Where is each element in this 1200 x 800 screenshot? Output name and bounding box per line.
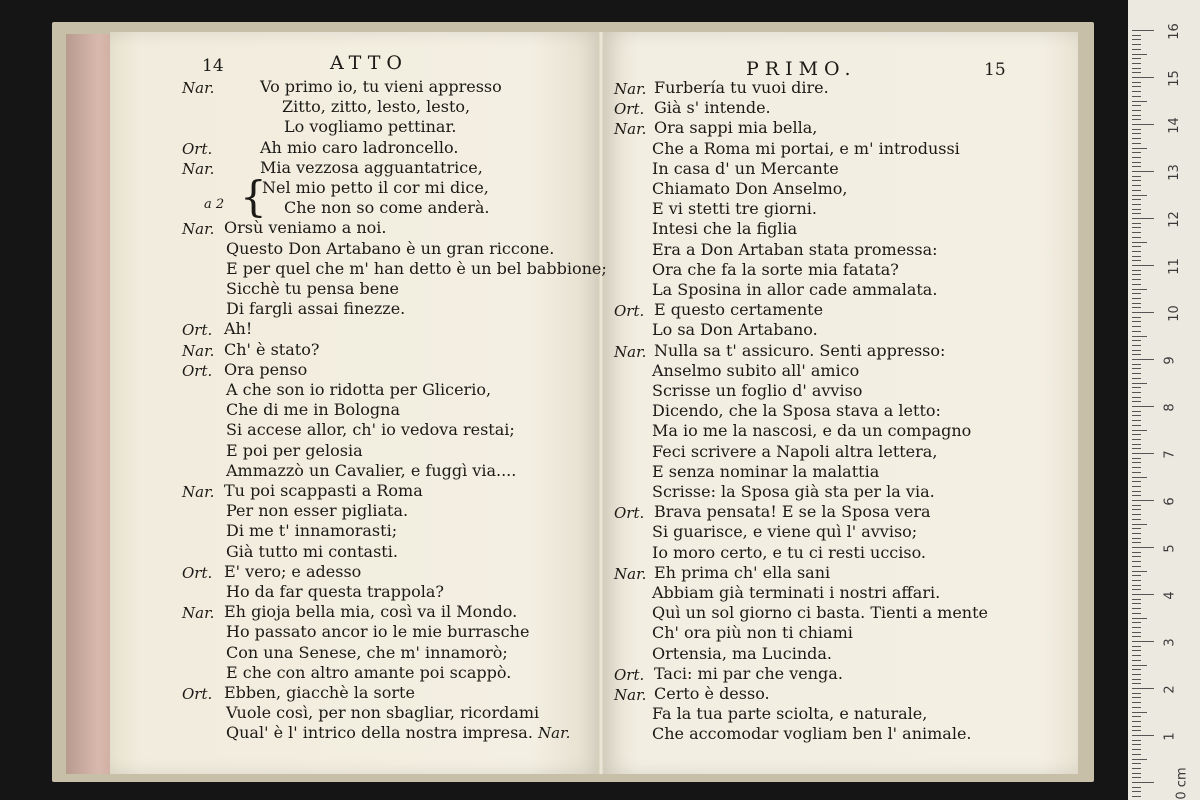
right-verse-line: Ora sappi mia bella, [654,118,818,138]
ruler-label: 16 [1166,23,1182,40]
ruler-tick [1132,547,1154,548]
ruler-tick [1132,754,1141,755]
ruler-tick [1132,86,1141,87]
ruler-tick [1132,744,1141,745]
ruler-label: 4 [1162,591,1178,600]
ruler-tick [1132,284,1141,285]
left-verse-line: Che di me in Bologna [226,400,401,420]
ruler-tick [1132,505,1141,506]
ruler-tick [1132,162,1141,163]
ruler-tick [1132,54,1147,55]
ruler-tick [1132,345,1141,346]
left-verse-line: A che son io ridotta per Glicerio, [226,380,492,399]
ruler-label: 0 cm [1174,767,1190,800]
ruler-tick [1132,148,1147,149]
left-verse-line: Di fargli assai finezze. [226,299,406,319]
ruler-tick [1132,434,1141,435]
right-page-header: PRIMO. [746,58,857,80]
ruler-tick [1132,350,1141,351]
ruler-tick [1132,359,1154,360]
left-page-number: 14 [202,56,224,76]
left-verse-line: Ammazzò un Cavalier, e fuggì via.... [226,460,517,480]
left-verse-line: Tu poi scappasti a Roma [224,481,423,500]
left-verse-line: Eh gioja bella mia, così va il Mondo. [224,602,518,622]
ruler-tick [1132,481,1141,482]
ruler-tick [1132,444,1141,445]
ruler-label: 5 [1162,544,1178,553]
right-speaker-label: Ort. [614,302,645,321]
ruler-tick [1132,331,1141,332]
ruler-tick [1132,491,1141,492]
ruler-tick [1132,655,1141,656]
left-verse-line: Vuole così, per non sbagliar, ricordami [226,703,540,723]
ruler-tick [1132,39,1141,40]
ruler-label: 2 [1162,685,1178,694]
ruler-tick [1132,425,1141,426]
right-verse-line: Era a Don Artaban stata promessa: [652,239,938,259]
ruler-tick [1132,467,1141,468]
ruler-label: 6 [1162,497,1178,506]
right-verse-line: E questo certamente [654,300,824,320]
right-verse-line: Taci: mi par che venga. [654,663,843,683]
ruler-tick [1132,354,1141,355]
ruler-tick [1132,96,1141,97]
ruler-tick [1132,115,1141,116]
ruler-tick [1132,340,1141,341]
ruler-tick [1132,599,1141,600]
right-verse-line: Feci scrivere a Napoli altra lettera, [652,441,938,461]
left-speaker-label: Ort. [182,321,213,340]
ruler-tick [1132,538,1141,539]
ruler-tick [1132,110,1141,111]
left-page-header: ATTO [330,52,408,74]
ruler-tick [1132,415,1141,416]
left-verse-line: E per quel che m' han detto è un bel babbione; [226,258,607,278]
ruler-tick [1132,636,1141,637]
ruler-tick [1132,185,1141,186]
ruler-label: 7 [1162,450,1178,459]
right-verse-line: Brava pensata! E se la Sposa vera [654,502,931,522]
ruler-tick [1132,138,1141,139]
ruler-tick [1132,392,1141,393]
ruler-tick [1132,317,1141,318]
ruler-tick [1132,693,1141,694]
ruler-tick [1132,618,1147,619]
left-verse-line: Ora penso [224,359,308,379]
ruler-tick [1132,674,1141,675]
left-verse-line: Ho da far questa trappola? [226,582,444,601]
ruler-tick [1132,458,1141,459]
ruler-tick [1132,176,1141,177]
ruler-tick [1132,307,1141,308]
ruler-tick [1132,646,1141,647]
ruler-tick [1132,575,1141,576]
ruler-tick [1132,514,1141,515]
right-verse-line: E vi stetti tre giorni. [652,199,817,219]
ruler-tick [1132,796,1141,797]
book-gutter [598,32,604,774]
ruler-label: 10 [1166,305,1182,322]
ruler-tick [1132,650,1141,651]
ruler-tick [1132,152,1141,153]
ruler-tick [1132,72,1141,73]
right-speaker-label: Nar. [614,342,647,361]
ruler-label: 13 [1166,164,1182,181]
left-verse-line: Orsù veniamo a noi. [224,218,387,238]
ruler-tick [1132,237,1141,238]
left-verse-line: Qual' è l' intrico della nostra impresa. [226,723,533,743]
ruler-tick [1132,364,1141,365]
left-speaker-label: Ort. [182,139,213,158]
left-speaker-label: Nar. [182,159,215,178]
ruler-tick [1132,613,1141,614]
ruler-tick [1132,312,1154,313]
ruler-tick [1132,632,1141,633]
left-speaker-label: Ort. [182,685,213,703]
ruler-tick [1132,608,1141,609]
ruler-tick [1132,129,1141,130]
ruler-tick [1132,270,1141,271]
right-verse-line: Ch' ora più non ti chiami [652,623,853,643]
right-verse-line: Abbiam già terminati i nostri affari. [652,583,941,602]
ruler-tick [1132,383,1147,384]
ruler-tick [1132,265,1154,266]
ruler-tick [1132,260,1141,261]
ruler-tick [1132,242,1147,243]
ruler-tick [1132,91,1141,92]
ruler-tick [1132,702,1141,703]
ruler-label: 14 [1166,117,1182,134]
left-speaker-label: Nar. [182,79,215,97]
ruler-tick [1132,712,1147,713]
ruler-tick [1132,791,1141,792]
left-speaker-label: Nar. [182,341,215,360]
left-verse-line: Con una Senese, che m' innamorò; [226,642,508,662]
ruler-tick [1132,336,1147,337]
left-verse-line: Che non so come anderà. [284,198,490,218]
ruler-label: 15 [1166,70,1182,87]
left-verse-line: Nel mio petto il cor mi dice, [262,178,489,197]
right-verse-line: La Sposina in allor cade ammalata. [652,280,938,299]
right-speaker-label: Nar. [614,80,647,98]
right-verse-line: Furbería tu vuoi dire. [654,78,829,97]
ruler-tick [1132,495,1141,496]
right-verse-line: Quì un sol giorno ci basta. Tienti a mente [652,603,988,623]
ruler-tick [1132,411,1141,412]
left-verse-line: Ch' è stato? [224,339,320,359]
ruler-tick [1132,199,1141,200]
ruler-tick [1132,726,1141,727]
ruler-tick [1132,195,1147,196]
left-verse-line: Ah mio caro ladroncello. [260,137,459,157]
ruler-tick [1132,124,1154,125]
ruler-tick [1132,509,1141,510]
ruler-tick [1132,533,1141,534]
right-verse-line: In casa d' un Mercante [652,158,839,178]
ruler-tick [1132,298,1141,299]
ruler-tick [1132,622,1141,623]
left-verse-line: Lo vogliamo pettinar. [284,117,457,137]
ruler-tick [1132,246,1141,247]
left-verse-line: Si accese allor, ch' io vedova restai; [226,420,515,440]
ruler-tick [1132,397,1141,398]
ruler-tick [1132,773,1141,774]
left-verse-line: Mia vezzosa agguantatrice, [260,157,483,177]
left-verse-line: E poi per gelosia [226,440,363,460]
ruler-tick [1132,627,1141,628]
right-verse-line: Anselmo subito all' amico [652,360,860,380]
ruler-tick [1132,321,1141,322]
ruler-tick [1132,665,1147,666]
right-verse-line: Si guarisce, e viene quì l' avviso; [652,522,918,542]
ruler-tick [1132,49,1141,50]
right-verse-line: Dicendo, che la Sposa stava a letto: [652,401,941,421]
ruler-tick [1132,326,1141,327]
left-verse-line: Ho passato ancor io le mie burrasche [226,622,530,642]
ruler-tick [1132,688,1154,689]
ruler-label: 8 [1162,403,1178,412]
ruler-tick [1132,669,1141,670]
right-verse-line: Ora che fa la sorte mia fatata? [652,259,899,279]
ruler-tick [1132,133,1141,134]
ruler-tick [1132,556,1141,557]
ruler-tick [1132,542,1141,543]
left-verse-line: Vo primo io, tu vieni appresso [260,77,502,96]
ruler-tick [1132,213,1141,214]
ruler-tick [1132,721,1141,722]
ruler-tick [1132,552,1141,553]
right-verse-line: Fa la tua parte sciolta, e naturale, [652,704,928,724]
right-speaker-label: Ort. [614,504,645,523]
right-verse-line: Eh prima ch' ella sani [654,562,831,582]
left-verse-line: Questo Don Artabano è un gran riccone. [226,238,555,258]
ruler-tick [1132,571,1147,572]
ruler-tick [1132,68,1141,69]
right-verse-line: Intesi che la figlia [652,219,798,239]
ruler-tick [1132,660,1141,661]
ruler-tick [1132,368,1141,369]
ruler-tick [1132,30,1154,31]
right-verse-line: Già s' intende. [654,98,771,118]
a2-brace: { [240,172,267,221]
left-speaker-label: Nar. [182,220,215,239]
left-verse-line: Di me t' innamorasti; [226,521,398,541]
left-verse-line: Sicchè tu pensa bene [226,279,400,298]
ruler-tick [1132,204,1141,205]
left-speaker-label: a 2 [204,197,225,212]
ruler-label: 3 [1162,638,1178,647]
ruler-tick [1132,589,1141,590]
left-verse-line: E' vero; e adesso [224,561,362,581]
ruler-label: 1 [1162,732,1178,741]
ruler-tick [1132,209,1141,210]
ruler-tick [1132,82,1141,83]
ruler-tick [1132,486,1141,487]
ruler-tick [1132,782,1154,783]
ruler-tick [1132,101,1147,102]
ruler-tick [1132,157,1141,158]
ruler-tick [1132,63,1141,64]
ruler-tick [1132,679,1141,680]
right-verse-line: Ma io me la nascosi, e da un compagno [652,421,972,441]
ruler-tick [1132,735,1154,736]
ruler-tick [1132,274,1141,275]
right-speaker-label: Nar. [614,564,647,583]
ruler-tick [1132,420,1141,421]
right-verse-line: Certo è desso. [654,684,770,703]
ruler-tick [1132,453,1154,454]
right-speaker-label: Ort. [614,665,645,684]
ruler-tick [1132,289,1147,290]
right-verse-line: Chiamato Don Anselmo, [652,179,848,198]
ruler-tick [1132,401,1141,402]
ruler-tick [1132,707,1141,708]
ruler-tick [1132,519,1141,520]
right-page-number: 15 [984,60,1006,80]
ruler-tick [1132,232,1141,233]
left-verse-line: E che con altro amante poi scappò. [226,662,512,682]
ruler-tick [1132,387,1141,388]
ruler-tick [1132,406,1154,407]
ruler-tick [1132,462,1141,463]
ruler-tick [1132,44,1141,45]
ruler-label: 9 [1162,356,1178,365]
ruler-tick [1132,143,1141,144]
ruler-tick [1132,378,1141,379]
ruler-tick [1132,430,1147,431]
ruler-tick [1132,35,1141,36]
right-verse-line: E senza nominar la malattia [652,461,880,481]
ruler-tick [1132,500,1154,501]
ruler-tick [1132,759,1147,760]
ruler-tick [1132,77,1154,78]
ruler-tick [1132,585,1141,586]
right-verse-line: Che a Roma mi portai, e m' introdussi [652,138,960,158]
ruler-tick [1132,524,1147,525]
ruler-tick [1132,641,1154,642]
ruler-tick [1132,227,1141,228]
ruler-tick [1132,303,1141,304]
right-verse-line: Che accomodar vogliam ben l' animale. [652,724,972,744]
ruler-tick [1132,787,1141,788]
right-speaker-label: Nar. [614,686,647,704]
ruler-tick [1132,166,1141,167]
ruler-tick [1132,439,1141,440]
ruler-tick [1132,740,1141,741]
ruler-tick [1132,58,1141,59]
ruler-tick [1132,218,1154,219]
ruler-tick [1132,251,1141,252]
ruler-label: 12 [1166,211,1182,228]
right-verse-line: Scrisse: la Sposa già sta per la via. [652,482,935,501]
ruler-tick [1132,777,1141,778]
left-speaker-label: Nar. [182,604,215,623]
ruler-tick [1132,293,1141,294]
right-verse-line: Ortensia, ma Lucinda. [652,643,832,663]
ruler-tick [1132,580,1141,581]
ruler-tick [1132,448,1141,449]
measuring-ruler [1128,0,1200,800]
ruler-tick [1132,603,1141,604]
left-speaker-label: Nar. [182,483,215,501]
ruler-tick [1132,561,1141,562]
ruler-tick [1132,472,1141,473]
left-verse-line: Per non esser pigliata. [226,501,409,521]
right-verse-line: Lo sa Don Artabano. [652,320,818,340]
ruler-tick [1132,768,1141,769]
left-verse-line: Zitto, zitto, lesto, lesto, [282,97,471,117]
right-speaker-label: Nar. [614,120,647,139]
right-speaker-label: Ort. [614,100,645,119]
ruler-tick [1132,190,1141,191]
ruler-tick [1132,594,1154,595]
ruler-tick [1132,256,1141,257]
left-verse-line: Già tutto mi contasti. [226,541,398,561]
ruler-tick [1132,749,1141,750]
ruler-tick [1132,279,1141,280]
ruler-tick [1132,566,1141,567]
left-verse-line: Ebben, giacchè la sorte [224,683,415,702]
left-speaker-label: Ort. [182,361,213,380]
ruler-tick [1132,763,1141,764]
left-verse-line: Ah! [224,319,253,339]
ruler-tick [1132,171,1154,172]
right-verse-line: Nulla sa t' assicuro. Senti appresso: [654,340,946,360]
ruler-tick [1132,528,1141,529]
ruler-tick [1132,697,1141,698]
ruler-label: 11 [1166,258,1182,275]
ruler-tick [1132,716,1141,717]
ruler-tick [1132,477,1147,478]
left-speaker-label: Ort. [182,563,213,582]
ruler-tick [1132,180,1141,181]
ruler-tick [1132,223,1141,224]
ruler-tick [1132,730,1141,731]
left-catchword: Nar. [538,724,571,742]
ruler-tick [1132,373,1141,374]
right-verse-line: Scrisse un foglio d' avviso [652,381,863,400]
ruler-tick [1132,119,1141,120]
ruler-tick [1132,683,1141,684]
ruler-tick [1132,105,1141,106]
right-verse-line: Io moro certo, e tu ci resti ucciso. [652,542,927,562]
